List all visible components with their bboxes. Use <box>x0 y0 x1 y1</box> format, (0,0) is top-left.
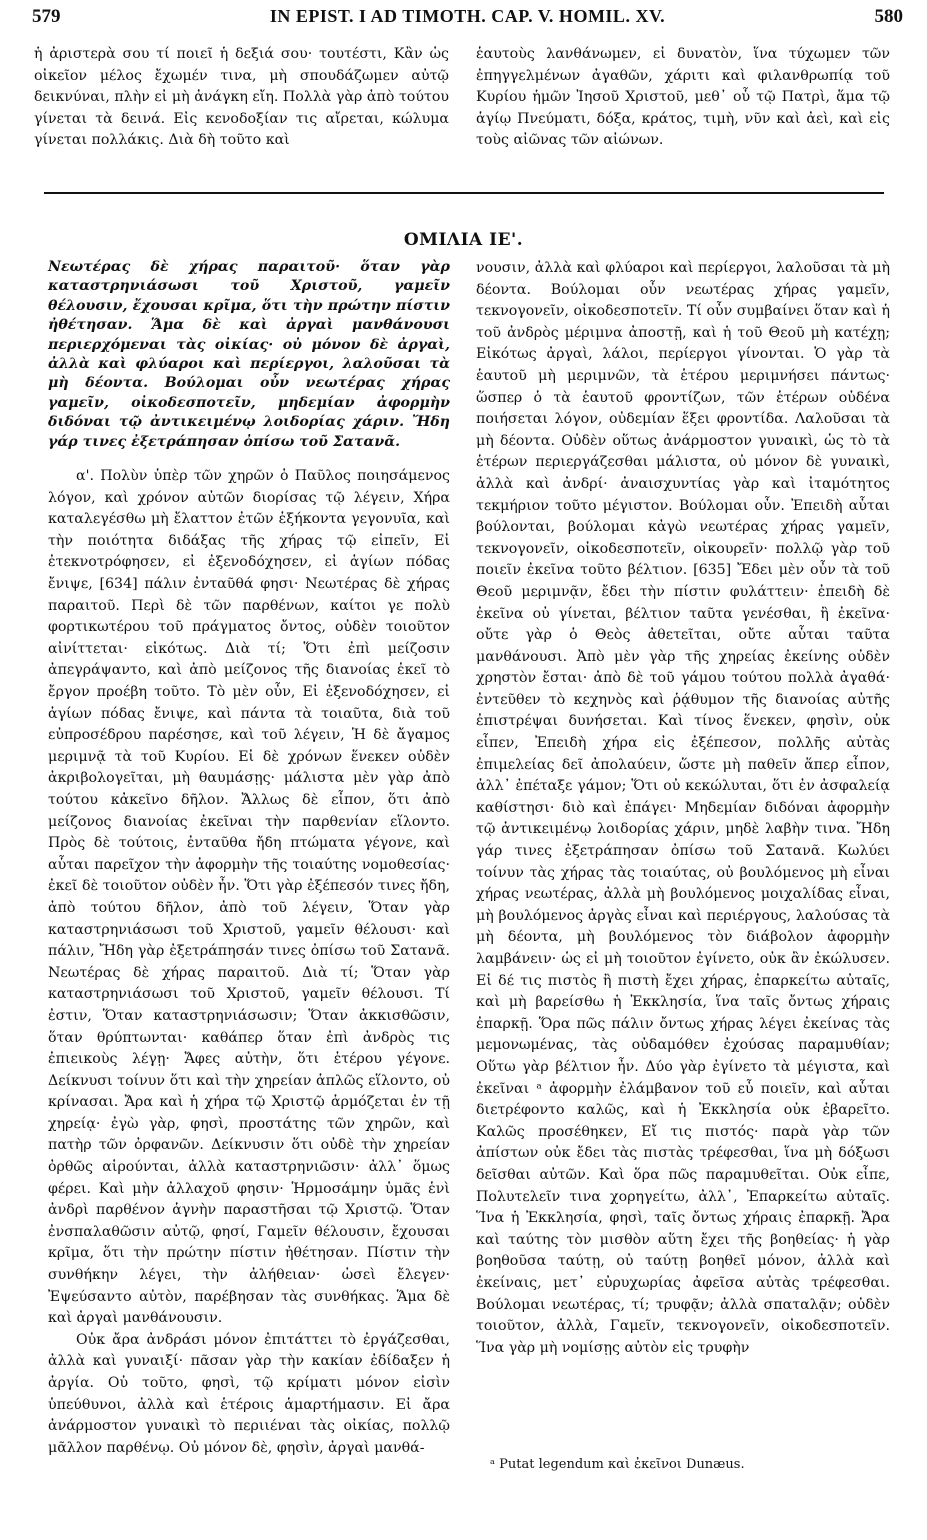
top-left-text: ἡ ἀριστερὰ σου τί ποιεῖ ἡ δεξιά σου· τουτέστι, Κἂν ὡς οἰκεῖον μέλος ἔχωμέν τινα, μὴ σπουδάζωμεν αὐτῷ δεικνύναι, πλὴν εἰ μὴ ἀνάγκη εἴη. Πολλὰ γὰρ ἀπὸ τούτου γίνεται τὰ δεινά. Εἰς κενοδοξίαν τις αἴρεται, κώλυμα γίνεται πολλάκις. Διὰ δὴ τοῦτο καὶ <box>34 46 449 149</box>
top-left-column <box>34 44 449 152</box>
paragraph-2: Οὐκ ἄρα ἀνδράσι μόνον ἐπιτάττει τὸ ἐργάζεσθαι, ἀλλὰ καὶ γυναιξί· πᾶσαν γὰρ τὴν κακίαν ἐδίδαξεν ἡ ἀργία. Οὐ τοῦτο, φησὶ, τῷ κρίματι μόνον εἰσὶν ὑπεύθυνοι, ἀλλὰ καὶ ἑτέροις ἁμαρτήμασιν. Εἰ ἄρα ἀνάρμοστον γυναικὶ τὸ περιιέναι τὰς οἰκίας, πολλῷ μᾶλλον παρθένῳ. Οὐ μόνον δὲ, φησὶν, ἀργαὶ μανθά- <box>48 1331 450 1456</box>
top-right-text: ἑαυτοὺς λανθάνωμεν, εἰ δυνατὸν, ἵνα τύχωμεν τῶν ἐπηγγελμένων ἀγαθῶν, χάριτι καὶ φιλανθρωπίᾳ τοῦ Κυρίου ἡμῶν Ἰησοῦ Χριστοῦ, μεθ᾽ οὗ τῷ Πατρὶ, ἅμα τῷ ἁγίῳ Πνεύματι, δόξα, κράτος, τιμὴ, νῦν καὶ ἀεὶ, καὶ εἰς τοὺς αἰῶνας τῶν αἰώνων. <box>476 46 890 149</box>
section-divider <box>44 192 884 194</box>
paragraph-1: α'. Πολὺν ὑπὲρ τῶν χηρῶν ὁ Παῦλος ποιησάμενος λόγον, καὶ χρόνον αὐτῶν διορίσας τῷ λέγειν, Χήρα καταλεγέσθω μὴ ἔλαττον ἐτῶν ἑξήκοντα γεγονυῖα, καὶ τὴν ποιότητα διδάξας τῆς χήρας τῷ εἰπεῖν, Εἰ ἐτεκνοτρόφησεν, εἰ ἐξενοδόχησεν, εἰ ἁγίων πόδας ἔνιψε, [634] πάλιν ἐνταῦθά φησι· Νεωτέρας δὲ χήρας παραιτοῦ. Περὶ δὲ τῶν παρθένων, καίτοι γε πολὺ φορτικωτέρου τοῦ πράγματος ὄντος, οὐδὲν τοιοῦτον αἰνίττεται· εἰκότως. Διὰ τί; Ὅτι ἐπὶ μείζοσιν ἀπεγράψαντο, καὶ ἀπὸ μείζονος τῆς διανοίας ἐκεῖ τὸ ἔργον προέβη τοῦτο. Τὸ μὲν οὖν, Εἰ ἐξενοδόχησεν, εἰ ἁγίων πόδας ἔνιψε, καὶ πάντα τὰ τοιαῦτα, διὰ τοῦ εὐπροσέδρου παρέσησε, καὶ τοῦ λέγειν, Ἡ δὲ ἄγαμος μεριμνᾷ τὰ τοῦ Κυρίου. Εἰ δὲ χρόνων ἕνεκεν οὐδὲν ἀκριβολογεῖται, μὴ θαυμάσῃς· μάλιστα μὲν γὰρ ἀπὸ τούτου κἀκεῖνο δῆλον. Ἄλλως δὲ εἶπον, ὅτι ἀπὸ μείζονος διανοίας ἐκεῖναι τὴν παρθενίαν εἵλοντο. Πρὸς δὲ τούτοις, ἐνταῦθα ἤδη πτώματα γέγονε, καὶ αὗται παρεῖχον τὴν ἀφορμὴν τῆς τοιαύτης νομοθεσίας· ἐκεῖ δὲ τοιοῦτον οὐδὲν ἦν. Ὅτι γὰρ ἐξέπεσόν τινες ἤδη, ἀπὸ τούτου δῆλον, ἀπὸ τοῦ λέγειν, Ὅταν γὰρ καταστρηνιάσωσι τοῦ Χριστοῦ, γαμεῖν θέλουσι· καὶ πάλιν, Ἤδη γὰρ ἐξετράπησάν τινες ὀπίσω τοῦ Σατανᾶ. Νεωτέρας δὲ χήρας παραιτοῦ. Διὰ τί; Ὅταν γὰρ καταστρηνιάσωσι τοῦ Χριστοῦ, γαμεῖν θέλουσι. Τί ἐστιν, Ὅταν καταστρηνιάσωσιν; Ὅταν ἀκκισθῶσιν, ὅταν θρύπτωνται· καθάπερ ὅταν ἐπὶ ἀνδρὸς τις ἐπιεικοὺς λέγῃ· Ἄφες αὐτὴν, ὅτι ἑτέρου γέγονε. Δείκνυσι τοίνυν ὅτι καὶ τὴν χηρείαν ἁπλῶς εἵλοντο, οὐ κρίνασαι. Ἄρα καὶ ἡ χήρα τῷ Χριστῷ ἁρμόζεται ἐν τῇ χηρείᾳ· ἐγὼ γὰρ, φησὶ, προστάτης τῶν χηρῶν, καὶ πατὴρ τῶν ὀρφανῶν. Δείκνυσιν ὅτι οὐδὲ τὴν χηρείαν ὀρθῶς αἱρούνται, ἀλλὰ καταστρηνιῶσιν· ἀλλ᾽ ὅμως φέρει. Καὶ μὴν ἀλλαχοῦ φησιν· Ἡρμοσάμην ὑμᾶς ἑνὶ ἀνδρὶ παρθένον ἁγνὴν παραστῆσαι τῷ Χριστῷ. Ὅταν ἐνσπαλαθῶσιν αὐτῷ, φησί, Γαμεῖν θέλουσιν, ἔχουσαι κρῖμα, ὅτι τὴν πρώτην πίστιν ἠθέτησαν. Πίστιν τὴν συνθήκην λέγει, τὴν ἀλήθειαν· ὡσεὶ ἔλεγεν· Ἐψεύσαντο αὐτὸν, παρέβησαν τὰς συνθήκας. Ἅμα δὲ καὶ ἀργαὶ μανθάνουσιν. <box>48 468 450 1327</box>
top-right-column <box>476 44 890 152</box>
paragraph-3: νουσιν, ἀλλὰ καὶ φλύαροι καὶ περίεργοι, λαλοῦσαι τὰ μὴ δέοντα. Βούλομαι οὖν νεωτέρας χήρας γαμεῖν, τεκνογονεῖν, οἰκοδεσποτεῖν. Τί οὖν συμβαίνει ὅταν καὶ ἡ τοῦ ἀνδρὸς μέριμνα ἀποστῇ, καὶ ἡ τοῦ Θεοῦ μὴ κατέχῃ; Εἰκότως ἀργαὶ, λάλοι, περίεργοι γίνονται. Ὁ γὰρ τὰ ἑαυτοῦ μὴ μεριμνῶν, τὰ ἑτέρου μεριμνήσει πάντως· ὥσπερ ὁ τὰ ἑαυτοῦ φροντίζων, τῶν ἑτέρων οὐδένα ποιήσεται λόγον, οὐδεμίαν ἕξει φροντίδα. Λαλοῦσαι τὰ μὴ δέοντα. Οὐδὲν οὕτως ἀνάρμοστον γυναικὶ, ὡς τὸ τὰ ἑτέρων περιεργάζεσθαι μάλιστα, οὐ μόνον δὲ γυναικὶ, ἀλλὰ καὶ ἀνδρί· ἀναισχυντίας γὰρ καὶ ἰταμότητος τεκμήριον τοῦτο μέγιστον. Βούλομαι οὖν. Ἐπειδὴ αὗται βούλονται, βούλομαι κἀγὼ νεωτέρας χήρας γαμεῖν, τεκνογονεῖν, οἰκοδεσποτεῖν, οἰκουρεῖν· πολλῷ γὰρ τοῦ ποιεῖν ἐκεῖνα τοῦτο βέλτιον. [635] Ἔδει μὲν οὖν τὰ τοῦ Θεοῦ μεριμνᾷν, ἔδει τὴν πίστιν φυλάττειν· ἐπειδὴ δὲ ἐκεῖνα οὐ γίνεται, βέλτιον ταῦτα γενέσθαι, ἢ ἐκεῖνα· οὔτε γὰρ ὁ Θεὸς ἀθετεῖται, οὔτε αὗται ταῦτα μανθάνουσι. Ἀπὸ μὲν γὰρ τῆς χηρείας ἐκείνης οὐδὲν χρηστὸν ἔσται· ἀπὸ δὲ τοῦ γάμου τούτου πολλὰ ἀγαθά· ἐντεῦθεν τὸ κεχηνὸς καὶ ῥᾴθυμον τῆς διανοίας αὐτῆς ἐπιστρέψαι δυνήσεται. Καὶ τίνος ἕνεκεν, φησὶν, οὐκ εἶπεν, Ἐπειδὴ χήρα εἰς ἐξέπεσον, πολλῆς αὐτὰς ἐπιμελείας δεῖ ἀπολαύειν, ὥστε μὴ παθεῖν ἅπερ εἶπον, ἀλλ᾽ ἐπέταξε γάμον; Ὅτι οὐ κεκώλυται, ὅτι ἐν ἀσφαλείᾳ καθίστησι· διὸ καὶ ἐπάγει· Μηδεμίαν διδόναι ἀφορμὴν τῷ ἀντικειμένῳ λοιδορίας χάριν, μηδὲ λαβὴν τινα. Ἤδη γάρ τινες ἐξετράπησαν ὀπίσω τοῦ Σατανᾶ. Κωλύει τοίνυν τὰς χήρας τὰς τοιαύτας, οὐ βουλόμενος μὴ εἶναι χήρας νεωτέρας, ἀλλὰ μὴ βουλόμενος μοιχαλίδας εἶναι, μὴ βουλόμενος ἀργὰς εἶναι καὶ περιέργους, λαλούσας τὰ μὴ δέοντα, μὴ βουλόμενος τὸν διάβολον ἀφορμὴν λαμβάνειν· ὡς εἰ μὴ τοιοῦτον ἐγίνετο, οὐκ ἂν ἐκώλυσεν. Εἰ δέ τις πιστὸς ἢ πιστὴ ἔχει χήρας, ἐπαρκείτω αὐταῖς, καὶ μὴ βαρείσθω ἡ Ἐκκλησία, ἵνα ταῖς ὄντως χήραις ἐπαρκῇ. Ὅρα πῶς πάλιν ὄντως χήρας λέγει ἐκείνας τὰς μεμονωμένας, τὰς οὐδαμόθεν ἐχούσας παραμυθίαν; Οὕτω γὰρ βέλτιον ἦν. Δύο γὰρ ἐγίνετο τὰ μέγιστα, καὶ ἐκεῖναι ᵃ ἀφορμὴν ἐλάμβανον τοῦ εὖ ποιεῖν, καὶ αὗται διετρέφοντο καλῶς, καὶ ἡ Ἐκκλησία οὐκ ἐβαρεῖτο. Καλῶς προσέθηκεν, Εἴ τις πιστός· παρὰ γὰρ τῶν ἀπίστων οὐκ ἔδει τὰς πιστὰς τρέφεσθαι, ἵνα μὴ δόξωσι δεῖσθαι αὐτῶν. Καὶ ὅρα πῶς παραμυθεῖται. Οὐκ εἶπε, Πολυτελεῖν τινα χορηγείτω, ἀλλ᾽, Ἐπαρκείτω αὐταῖς. Ἵνα ἡ Ἐκκλησία, φησὶ, ταῖς ὄντως χήραις ἐπαρκῇ. Ἄρα καὶ ταύτης τὸν μισθὸν αὕτη ἔχει τῆς βοηθείας· ἡ γὰρ βοηθοῦσα ταύτῃ, οὐ ταύτῃ βοηθεῖ μόνον, ἀλλὰ καὶ ἐκείναις, μετ᾽ εὐρυχωρίας ἀφεῖσα αὐτὰς τρέφεσθαι. Βούλομαι νεωτέρας, τί; τρυφᾷν; ἀλλὰ σπαταλᾷν; οὐδὲν τοιοῦτον, ἀλλὰ, Γαμεῖν, τεκνογονεῖν, οἰκοδεσποτεῖν. Ἵνα γὰρ μὴ νομίσῃς αὐτὸν εἰς τρυφὴν <box>476 260 890 1356</box>
running-title: IN EPIST. I AD TIMOTH. CAP. V. HOMIL. XV. <box>269 6 666 26</box>
homily-title: ΟΜΙΛΙΑ ΙΕ'. <box>403 230 524 250</box>
page-number-right: 580 <box>874 6 903 27</box>
scripture-lemma: Νεωτέρας δὲ χήρας παραιτοῦ· ὅταν γὰρ καταστρηνιάσωσι τοῦ Χριστοῦ, γαμεῖν θέλουσιν, ἔχουσαι κρῖμα, ὅτι τὴν πρώτην πίστιν ἠθέτησαν. Ἅμα δὲ καὶ ἀργαὶ μανθάνουσι περιερχόμεναι τὰς οἰκίας· οὐ μόνον δὲ ἀργαὶ, ἀλλὰ καὶ φλύαροι καὶ περίεργοι, λαλοῦσαι τὰ μὴ δέοντα. Βούλομαι οὖν νεωτέρας χήρας γαμεῖν, οἰκοδεσποτεῖν, μηδεμίαν ἀφορμὴν διδόναι τῷ ἀντικειμένῳ λοιδορίας χάριν. Ἤδη γάρ τινες ἐξετράπησαν ὀπίσω τοῦ Σατανᾶ. <box>48 259 450 450</box>
right-column <box>476 258 890 1359</box>
page-number-left: 579 <box>32 6 61 27</box>
footnote: ᵃ Putat legendum καὶ ἐκεῖνοι Dunæus. <box>490 1457 745 1472</box>
left-column <box>48 258 450 1459</box>
